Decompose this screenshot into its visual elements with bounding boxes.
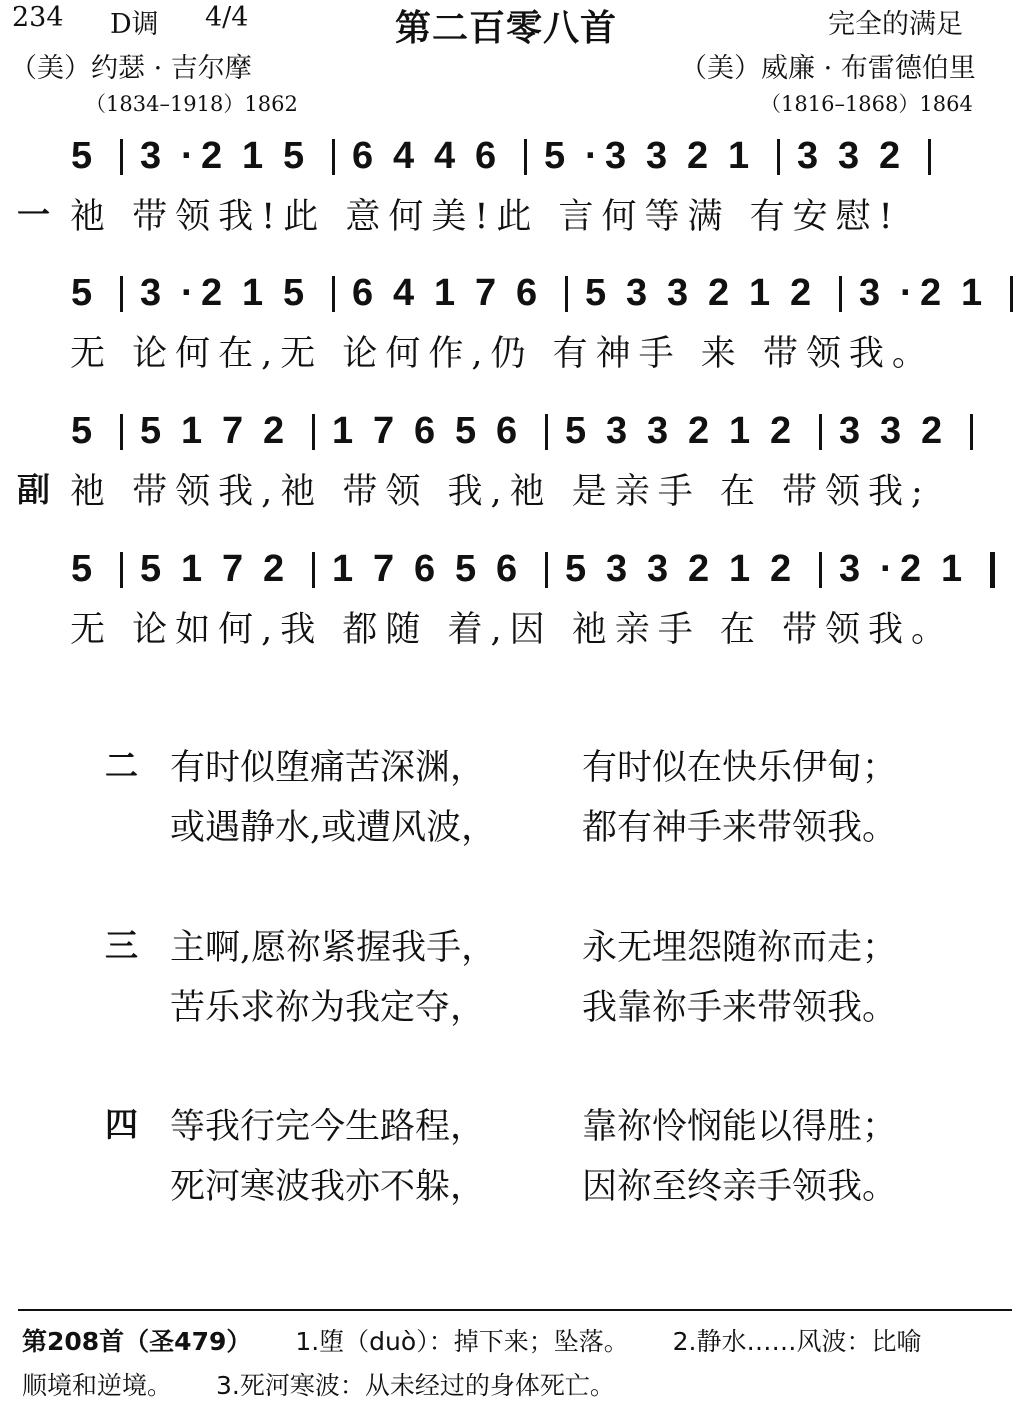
verse-label: 一: [17, 195, 50, 234]
note: 2: [201, 272, 223, 314]
page-title: 第二百零八首: [395, 8, 618, 49]
note: 6: [475, 135, 497, 177]
stanza-number: 二: [105, 746, 138, 785]
notation-row: [55, 135, 1015, 181]
score-line-3: [17, 410, 1015, 530]
note: 1: [728, 135, 750, 177]
verse-label: 副: [17, 470, 50, 509]
note: 2: [770, 548, 792, 590]
note: 5: [71, 135, 93, 177]
note: 3: [606, 410, 628, 452]
note: 5: [455, 410, 477, 452]
score-line-1: [17, 135, 1015, 255]
note: 1: [242, 272, 264, 314]
note: 3: [839, 548, 861, 590]
note: 3: [647, 548, 669, 590]
note: 3: [797, 135, 819, 177]
lyrics-row: [55, 326, 1015, 374]
note: 1: [242, 135, 264, 177]
dot: ·: [181, 135, 194, 177]
note: 7: [222, 548, 244, 590]
note: 2: [201, 135, 223, 177]
note: 5: [140, 548, 162, 590]
bar-line: [312, 414, 315, 450]
stanza-line: 主啊,愿祢紧握我手，: [170, 928, 497, 968]
note: 4: [393, 272, 415, 314]
note: 5: [283, 135, 305, 177]
notation-row: [55, 410, 1015, 456]
note: 5: [283, 272, 305, 314]
note: 3: [647, 410, 669, 452]
footnotes: [22, 1320, 1012, 1408]
notation-row: [55, 548, 1015, 594]
stanza-line: 有时似堕痛苦深渊，: [170, 748, 486, 788]
bar-line: [332, 276, 335, 312]
stanza-number: 三: [105, 926, 138, 965]
bar-line: [524, 139, 527, 175]
note: 4: [393, 135, 415, 177]
score-line-2: [55, 272, 1015, 392]
note: 2: [687, 135, 709, 177]
stanza-line: 永无埋怨随祢而走；: [582, 928, 898, 968]
note: 5: [544, 135, 566, 177]
composer: （美）威廉 · 布雷德伯里: [680, 53, 976, 84]
note: 1: [181, 410, 203, 452]
note: 3: [859, 272, 881, 314]
stanza-line: 苦乐求祢为我定夺，: [170, 988, 486, 1028]
note: 5: [71, 548, 93, 590]
bar-line: [1010, 276, 1013, 312]
note: 1: [332, 548, 354, 590]
bar-line: [839, 276, 842, 312]
note: 7: [222, 410, 244, 452]
lyric-text: 祂 带领我!此 意何美!此 言何等满 有安慰!: [70, 197, 901, 237]
note: 6: [414, 410, 436, 452]
note: 3: [605, 135, 627, 177]
stanza-number: 四: [105, 1105, 138, 1144]
note: 2: [921, 410, 943, 452]
bar-line: [819, 414, 822, 450]
note: 6: [352, 135, 374, 177]
hymn-number: 234: [12, 2, 64, 33]
note: 1: [434, 272, 456, 314]
note: 5: [71, 272, 93, 314]
dot: ·: [900, 272, 913, 314]
dot: ·: [181, 272, 194, 314]
note: 2: [688, 410, 710, 452]
footnote-3: 3.死河寒波：从未经过的身体死亡。: [215, 1371, 615, 1400]
note: 5: [71, 410, 93, 452]
score-line-4: [55, 548, 1015, 668]
bar-line: [545, 552, 548, 588]
notation-row: [55, 272, 1015, 318]
bar-line: [545, 414, 548, 450]
note: 2: [790, 272, 812, 314]
note: 3: [667, 272, 689, 314]
time-signature: 4/4: [205, 2, 249, 33]
key-signature: D调: [110, 9, 159, 40]
note: 2: [920, 272, 942, 314]
note: 6: [516, 272, 538, 314]
footnote-ref: 第208首（圣479）: [22, 1327, 252, 1356]
lyric-text: 无 论何在,无 论何作,仍 有神手 来 带领我。: [70, 334, 935, 374]
bar-line: [332, 139, 335, 175]
note: 7: [475, 272, 497, 314]
lyric-text: 无 论如何,我 都随 着,因 祂亲手 在 带领我。: [70, 610, 955, 650]
stanza-line: 等我行完今生路程，: [170, 1107, 486, 1147]
note: 2: [879, 135, 901, 177]
note: 6: [414, 548, 436, 590]
note: 2: [770, 410, 792, 452]
note: 5: [565, 548, 587, 590]
bar-line: [120, 414, 123, 450]
composer-years: （1816–1868）1864: [760, 92, 973, 116]
note: 1: [729, 410, 751, 452]
note: 6: [352, 272, 374, 314]
stanza-line: 有时似在快乐伊甸；: [582, 748, 898, 788]
bar-line: [312, 552, 315, 588]
bar-line: [990, 552, 995, 588]
footnote-2: 2.静水……风波：比喻: [672, 1327, 922, 1356]
note: 1: [961, 272, 983, 314]
note: 3: [140, 272, 162, 314]
bar-line: [819, 552, 822, 588]
note: 6: [496, 410, 518, 452]
bar-line: [970, 414, 973, 450]
note: 5: [455, 548, 477, 590]
bar-line: [565, 276, 568, 312]
lyrics-row: [55, 464, 1015, 512]
footnote-2-cont: 顺境和逆境。: [22, 1371, 173, 1400]
note: 3: [606, 548, 628, 590]
bar-line: [120, 552, 123, 588]
note: 2: [263, 548, 285, 590]
lyrics-row: [55, 189, 1015, 237]
note: 1: [729, 548, 751, 590]
stanza-line: 因祢至终亲手领我。: [582, 1167, 898, 1207]
footnote-1: 1.堕（duò）：掉下来；坠落。: [295, 1327, 629, 1356]
note: 7: [373, 410, 395, 452]
note: 3: [880, 410, 902, 452]
bar-line: [777, 139, 780, 175]
note: 5: [565, 410, 587, 452]
note: 6: [496, 548, 518, 590]
hymn-subtitle: 完全的满足: [828, 9, 963, 40]
note: 2: [900, 548, 922, 590]
note: 5: [140, 410, 162, 452]
lyric-text: 祂 带领我,祂 带领 我,祂 是亲手 在 带领我;: [70, 472, 931, 512]
stanza-line: 都有神手来带领我。: [582, 808, 898, 848]
note: 3: [646, 135, 668, 177]
dot: ·: [880, 548, 893, 590]
note: 5: [585, 272, 607, 314]
stanza-line: 死河寒波我亦不躲，: [170, 1167, 486, 1207]
footer-divider: [18, 1309, 1012, 1311]
lyricist-years: （1834–1918）1862: [85, 92, 298, 116]
stanza-line: 或遇静水,或遭风波，: [170, 808, 497, 848]
note: 1: [749, 272, 771, 314]
note: 4: [434, 135, 456, 177]
note: 1: [332, 410, 354, 452]
note: 7: [373, 548, 395, 590]
stanza-line: 我靠祢手来带领我。: [582, 988, 898, 1028]
stanza-line: 靠祢怜悯能以得胜；: [582, 1107, 898, 1147]
note: 2: [708, 272, 730, 314]
dot: ·: [585, 135, 598, 177]
note: 3: [838, 135, 860, 177]
bar-line: [120, 276, 123, 312]
note: 2: [263, 410, 285, 452]
lyricist: （美）约瑟 · 吉尔摩: [10, 53, 252, 84]
bar-line: [120, 139, 123, 175]
note: 3: [140, 135, 162, 177]
note: 2: [688, 548, 710, 590]
note: 1: [181, 548, 203, 590]
lyrics-row: [55, 602, 1015, 650]
bar-line: [928, 139, 931, 175]
note: 1: [941, 548, 963, 590]
note: 3: [839, 410, 861, 452]
note: 3: [626, 272, 648, 314]
